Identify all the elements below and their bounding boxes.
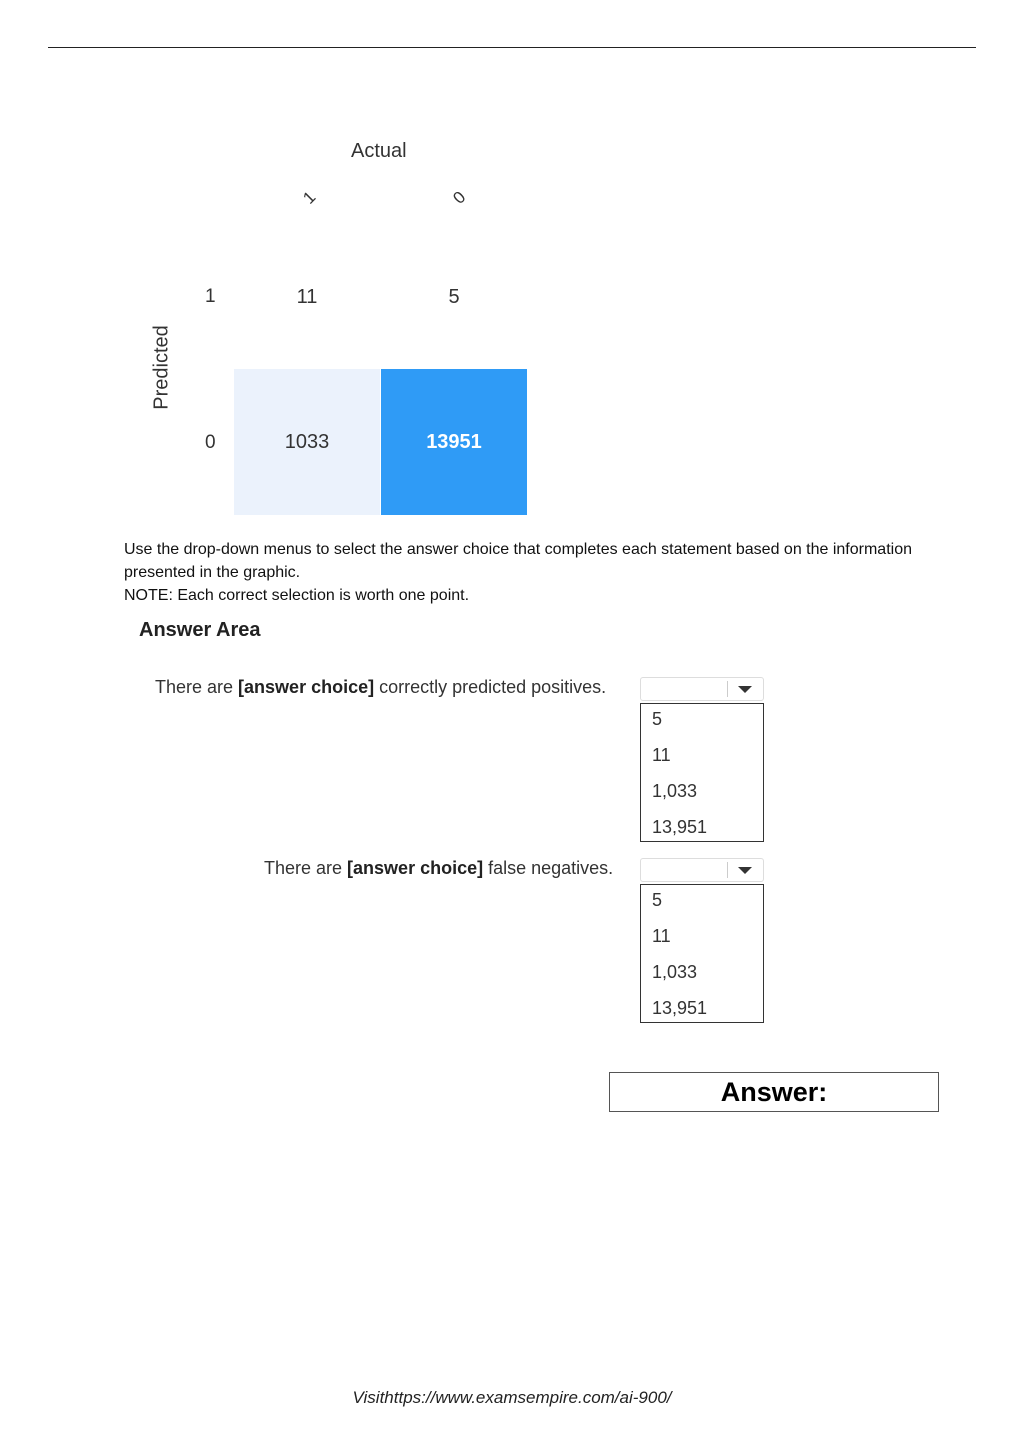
option-11[interactable]: 11	[652, 926, 671, 946]
statement-2-placeholder: [answer choice]	[347, 858, 484, 878]
statement-2-options	[640, 884, 764, 1023]
answer-area-title: Answer Area	[139, 619, 261, 641]
cell-fp: 5	[448, 285, 460, 308]
option-1033[interactable]: 1,033	[652, 781, 698, 801]
row-label-0: 0	[205, 432, 216, 453]
option-5[interactable]: 5	[652, 709, 663, 729]
option-11[interactable]: 11	[652, 745, 671, 765]
chevron-down-icon[interactable]	[738, 867, 752, 874]
option-5[interactable]: 5	[652, 890, 663, 910]
instructions-note: NOTE: Each correct selection is worth one point.	[124, 587, 470, 604]
statement-1-after: correctly predicted positives.	[374, 677, 607, 697]
top-rule	[48, 47, 976, 48]
statement-2-after: false negatives.	[483, 858, 614, 878]
statement-2-dropdown[interactable]	[640, 858, 764, 882]
dropdown-separator	[727, 862, 728, 878]
statement-1-before: There are	[155, 677, 239, 697]
option-13951[interactable]: 13,951	[652, 998, 708, 1018]
cell-fn: 1033	[234, 369, 380, 515]
statement-2-before: There are	[264, 858, 348, 878]
statement-1-placeholder: [answer choice]	[238, 677, 375, 697]
footer-link[interactable]: Visithttps://www.examsempire.com/ai-900/	[352, 1388, 672, 1407]
statement-2	[264, 858, 613, 879]
instructions-line1: Use the drop-down menus to select the answer choice that completes each statement based on the information presented in the graphic.	[124, 541, 912, 581]
actual-axis-label: Actual	[351, 140, 407, 162]
row-label-1: 1	[205, 286, 216, 307]
statement-1-options	[640, 703, 764, 842]
instructions	[124, 538, 924, 607]
dropdown-separator	[727, 681, 728, 697]
answer-box: Answer:	[609, 1072, 939, 1112]
statement-1	[155, 677, 606, 698]
cell-tp: 11	[296, 285, 318, 308]
chevron-down-icon[interactable]	[738, 686, 752, 693]
cell-tn: 13951	[381, 369, 527, 515]
col-label-0: 0	[449, 187, 470, 208]
predicted-axis-label: Predicted	[150, 325, 173, 410]
option-1033[interactable]: 1,033	[652, 962, 698, 982]
option-13951[interactable]: 13,951	[652, 817, 708, 837]
col-label-1: 1	[299, 187, 320, 208]
statement-1-dropdown[interactable]	[640, 677, 764, 701]
